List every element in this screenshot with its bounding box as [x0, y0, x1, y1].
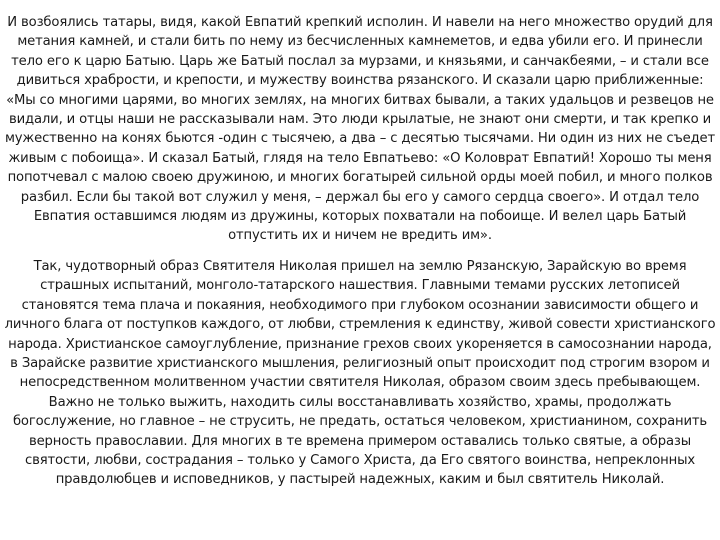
paragraph-batu-and-evpatiy: И возбоялись татары, видя, какой Евпатий крепкий исполин. И навели на него множество орудий для метания камней, и стали бить по нему из бесчисленных камнеметов, и едва убили его. И принесли тело его к царю Батыю. Царь же Батый послал за мурзами, и князьями, и санчакбеями, – и стали все дивиться храбрости, и крепости, и мужеству воинства рязанского. И сказали царю приближенные: «Мы со многими царями, во многих землях, на многих битвах бывали, а таких удальцов и резвецов не видали, и отцы наши не рассказывали нам. Это люди крылатые, не знают они смерти, и так крепко и мужественно на конях бьются -один с тысячею, а два – с десятью тысячами. Ни один из них не съедет живым с побоища». И сказал Батый, глядя на тело Евпатьево: «О Коловрат Евпатий! Хорошо ты меня попотчевал с малою своею дружиною, и многих богатырей сильной орды моей побил, и много полков разбил. Если бы такой вот служил у меня, – держал бы его у самого сердца своего». И отдал тело Евпатия оставшимся людям из дружины, которых похватали на побоище. И велел царь Батый отпустить их и ничем не вредить им».: [4, 15, 716, 244]
paragraph-saint-nicholas-image: Так, чудотворный образ Святителя Николая пришел на землю Рязанскую, Зарайскую во время страшных испытаний, монголо-татарского нашествия. Главными темами русских летописей становятся тема плача и покаяния, необходимого при глубоком осознании зависимости общего и личного блага от поступков каждого, от любви, стремления к единству, живой совести христианского народа. Христианское самоуглубление, признание грехов своих укореняется в самосознании народа, в Зарайске развитие христианского мышления, религиозный опыт происходит под строгим взором и непосредственном молитвенном участии святителя Николая, образом своим здесь пребывающем. Важно не только выжить, находить силы восстанавливать хозяйство, храмы, продолжать богослужение, но главное – не струсить, не предать, остаться человеком, христианином, сохранить верность православии. Для многих в те времена примером оставались только святые, а образы святости, любви, сострадания – только у Самого Христа, да Его святого воинства, непреклонных правдолюбцев и исповедников, у пастырей надежных, каким и был святитель Николай.: [4, 258, 716, 488]
